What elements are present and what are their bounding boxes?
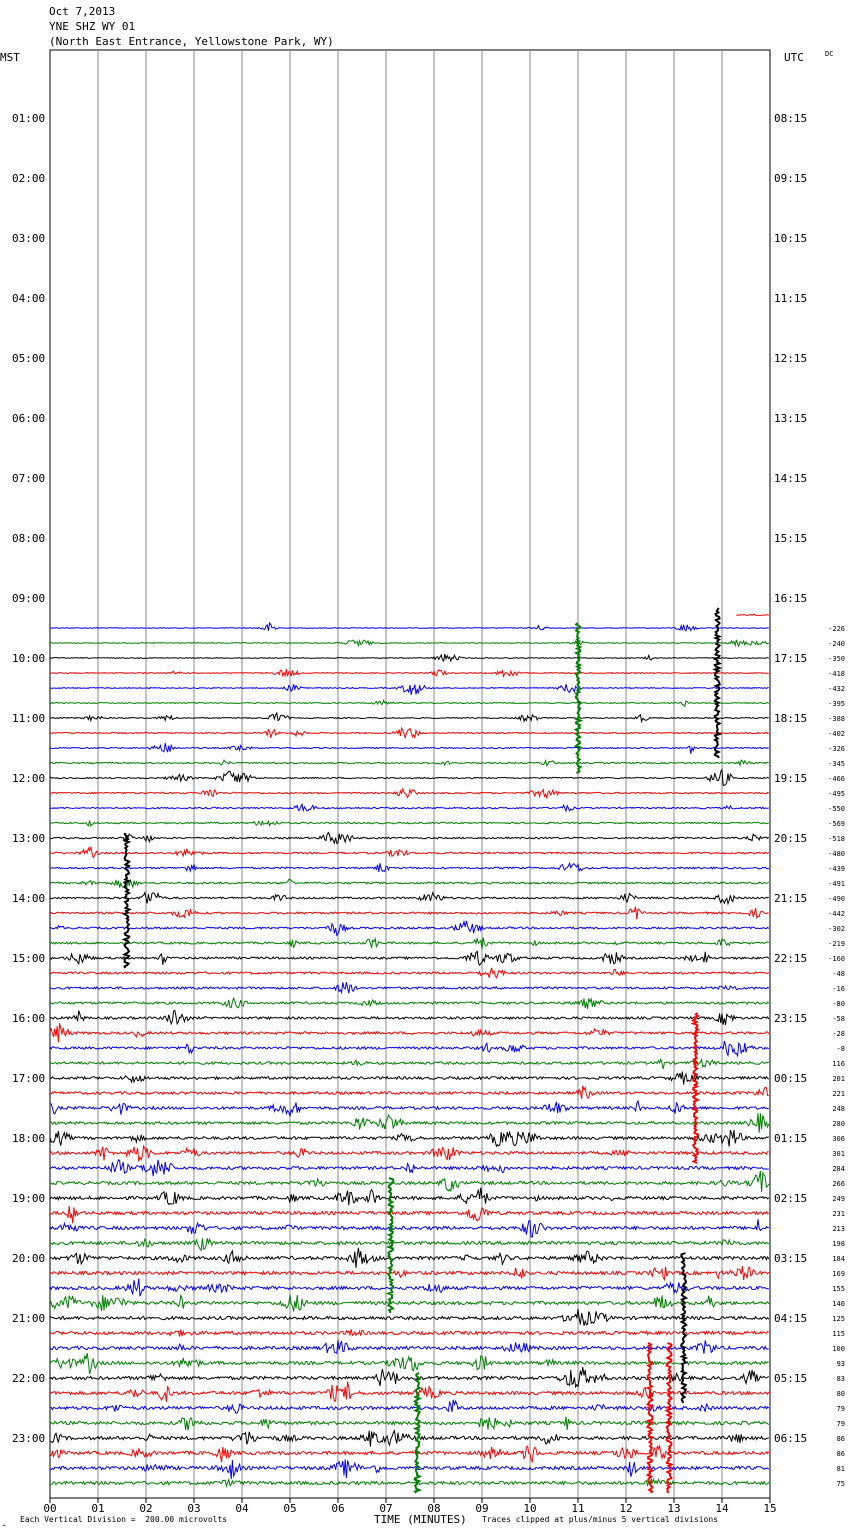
utc-hour-label: 14:15 — [774, 472, 808, 485]
seismic-trace — [50, 1400, 769, 1414]
x-tick-label: 02 — [139, 1502, 153, 1515]
event-spike — [388, 1178, 393, 1313]
seismic-trace — [50, 998, 769, 1009]
dc-offset-label: 184 — [832, 1255, 845, 1263]
utc-hour-label: 17:15 — [774, 652, 808, 665]
dc-offset-label: -302 — [828, 925, 845, 933]
seismic-trace — [50, 1278, 769, 1296]
dc-offset-label: 79 — [836, 1420, 845, 1428]
x-tick-label: 15 — [763, 1502, 777, 1515]
seismic-trace — [50, 1113, 769, 1133]
mst-hour-label: 10:00 — [12, 652, 46, 665]
x-tick-label: 03 — [187, 1502, 201, 1515]
utc-hour-label: 13:15 — [774, 412, 808, 425]
dc-offset-label: 75 — [836, 1480, 845, 1488]
mst-hour-label: 12:00 — [12, 772, 46, 785]
x-tick-label: 14 — [715, 1502, 729, 1515]
utc-hour-label: 23:15 — [774, 1012, 808, 1025]
seismic-trace — [50, 1206, 769, 1223]
utc-hour-label: 08:15 — [774, 112, 808, 125]
seismic-trace — [50, 833, 769, 844]
dc-offset-label: 248 — [832, 1105, 845, 1113]
dc-offset-label: -219 — [828, 940, 845, 948]
plot-frame — [50, 50, 770, 1498]
dc-offset-label: -418 — [828, 670, 845, 678]
x-axis-label: TIME (MINUTES) — [374, 1513, 467, 1526]
mst-hour-label: 06:00 — [12, 412, 46, 425]
seismic-trace — [50, 1219, 769, 1237]
dc-offset-label: 301 — [832, 1150, 845, 1158]
dc-offset-label: -8 — [836, 1045, 845, 1053]
dc-offset-label: 231 — [832, 1210, 845, 1218]
dc-offset-label: 155 — [832, 1285, 845, 1293]
utc-hour-label: 21:15 — [774, 892, 808, 905]
mst-hour-label: 22:00 — [12, 1372, 46, 1385]
dc-offset-label: -345 — [828, 760, 845, 768]
dc-offset-label: -350 — [828, 655, 845, 663]
dc-offset-label: -58 — [832, 1015, 845, 1023]
x-tick-label: 08 — [427, 1502, 441, 1515]
seismic-trace — [50, 1130, 769, 1147]
seismic-trace — [50, 1431, 769, 1447]
seismic-trace — [50, 863, 769, 872]
seismic-trace — [50, 1059, 769, 1069]
mst-hour-label: 23:00 — [12, 1432, 46, 1445]
seismic-trace — [50, 804, 769, 811]
seismic-trace — [50, 1309, 769, 1326]
mst-hour-label: 20:00 — [12, 1252, 46, 1265]
seismic-trace — [50, 623, 769, 631]
dc-offset-label: 198 — [832, 1240, 845, 1248]
dc-offset-label: -395 — [828, 700, 845, 708]
seismic-trace — [50, 938, 769, 950]
mst-hour-label: 21:00 — [12, 1312, 46, 1325]
seismic-trace — [50, 879, 769, 887]
dc-offset-label: -240 — [828, 640, 845, 648]
dc-offset-label: -569 — [828, 820, 845, 828]
mst-hour-label: 17:00 — [12, 1072, 46, 1085]
dc-offset-label: -480 — [828, 850, 845, 858]
corner-mark: → — [2, 1522, 6, 1529]
x-tick-label: 01 — [91, 1502, 105, 1515]
dc-offset-label: -402 — [828, 730, 845, 738]
seismic-trace — [50, 770, 769, 786]
seismic-trace — [50, 713, 769, 721]
dc-offset-label: 201 — [832, 1075, 845, 1083]
dc-offset-label: -80 — [832, 1000, 845, 1008]
seismic-trace — [50, 1086, 769, 1099]
seismic-trace — [50, 1146, 769, 1161]
mst-hour-label: 09:00 — [12, 592, 46, 605]
seismic-trace — [50, 760, 769, 766]
mst-hour-label: 11:00 — [12, 712, 46, 725]
mst-hour-label: 05:00 — [12, 352, 46, 365]
utc-hour-label: 20:15 — [774, 832, 808, 845]
x-tick-label: 11 — [571, 1502, 585, 1515]
event-group — [124, 608, 719, 1493]
seismic-trace — [50, 1329, 769, 1336]
seismic-trace — [50, 1382, 769, 1402]
mst-hour-label: 02:00 — [12, 172, 46, 185]
utc-hour-label: 02:15 — [774, 1192, 808, 1205]
mst-hour-label: 14:00 — [12, 892, 46, 905]
dc-offset-label: -16 — [832, 985, 845, 993]
dc-offset-label: -226 — [828, 625, 845, 633]
dc-offset-label: 284 — [832, 1165, 845, 1173]
seismic-trace — [50, 1238, 769, 1250]
event-spike — [681, 1253, 686, 1403]
seismic-trace — [50, 1446, 769, 1462]
dc-offset-label: -160 — [828, 955, 845, 963]
dc-offset-label: -432 — [828, 685, 845, 693]
dc-offset-label: 249 — [832, 1195, 845, 1203]
mst-hour-label: 18:00 — [12, 1132, 46, 1145]
dc-offset-label: 306 — [832, 1135, 845, 1143]
seismic-trace — [50, 921, 769, 936]
plot-date: Oct 7,2013 — [49, 5, 116, 18]
utc-hour-label: 09:15 — [774, 172, 808, 185]
seismic-trace — [50, 669, 769, 676]
utc-hour-label: 10:15 — [774, 232, 808, 245]
utc-hour-label: 19:15 — [774, 772, 808, 785]
seismic-trace — [50, 728, 769, 738]
seismic-trace — [50, 743, 769, 754]
dc-offset-label: -466 — [828, 775, 845, 783]
seismic-trace — [50, 1101, 769, 1116]
mst-hour-label: 13:00 — [12, 832, 46, 845]
mst-hour-label: 16:00 — [12, 1012, 46, 1025]
mst-hour-label: 19:00 — [12, 1192, 46, 1205]
seismic-trace — [50, 951, 769, 965]
utc-hour-label: 01:15 — [774, 1132, 808, 1145]
x-tick-label: 05 — [283, 1502, 297, 1515]
mst-zone-label: MST — [0, 51, 20, 64]
dc-offset-label: 100 — [832, 1345, 845, 1353]
dc-offset-label: 81 — [836, 1465, 845, 1473]
dc-offset-label: 83 — [836, 1375, 845, 1383]
dc-offset-label: 93 — [836, 1360, 845, 1368]
utc-hour-label: 11:15 — [774, 292, 808, 305]
dc-offset-label: -28 — [832, 1030, 845, 1038]
x-tick-label: 04 — [235, 1502, 249, 1515]
utc-hour-label: 18:15 — [774, 712, 808, 725]
utc-hour-label: 16:15 — [774, 592, 808, 605]
seismic-trace — [50, 1171, 769, 1192]
x-tick-label: 10 — [523, 1502, 537, 1515]
utc-zone-label: UTC — [784, 51, 804, 64]
dc-offset-label: -550 — [828, 805, 845, 813]
seismic-trace — [50, 1266, 769, 1280]
seismic-trace — [50, 821, 769, 827]
mst-hour-label: 01:00 — [12, 112, 46, 125]
x-tick-label: 00 — [43, 1502, 57, 1515]
dc-offset-label: -388 — [828, 715, 845, 723]
seismic-trace — [50, 1459, 769, 1479]
seismic-trace — [50, 789, 769, 798]
x-tick-label: 13 — [667, 1502, 681, 1515]
mst-hour-label: 04:00 — [12, 292, 46, 305]
x-tick-label: 06 — [331, 1502, 345, 1515]
dc-label: DC — [825, 50, 834, 58]
dc-offset-label: 221 — [832, 1090, 845, 1098]
x-tick-label: 09 — [475, 1502, 489, 1515]
x-tick-label: 07 — [379, 1502, 393, 1515]
seismic-trace — [50, 1340, 769, 1354]
dc-offset-label: -491 — [828, 880, 845, 888]
mst-hour-label: 07:00 — [12, 472, 46, 485]
seismic-trace — [50, 893, 769, 904]
dc-offset-label: 266 — [832, 1180, 845, 1188]
seismic-trace — [50, 968, 769, 978]
dc-offset-label: 213 — [832, 1225, 845, 1233]
dc-offset-label: 86 — [836, 1450, 845, 1458]
utc-hour-label: 12:15 — [774, 352, 808, 365]
seismic-trace — [50, 1041, 769, 1056]
x-tick-label: 12 — [619, 1502, 633, 1515]
plot-grid — [50, 50, 770, 1503]
dc-offset-label: 169 — [832, 1270, 845, 1278]
dc-offset-label: -439 — [828, 865, 845, 873]
utc-hour-label: 06:15 — [774, 1432, 808, 1445]
seismic-trace — [50, 654, 769, 661]
partial-trace — [736, 614, 768, 615]
dc-offset-label: 125 — [832, 1315, 845, 1323]
event-spike — [715, 608, 720, 758]
seismic-trace — [50, 1353, 769, 1374]
event-spike — [648, 1343, 653, 1493]
seismic-trace — [50, 982, 769, 993]
dc-offset-label: -490 — [828, 895, 845, 903]
utc-hour-label: 05:15 — [774, 1372, 808, 1385]
dc-offset-label: 116 — [832, 1060, 845, 1068]
dc-offset-label: -48 — [832, 970, 845, 978]
dc-offset-label: -442 — [828, 910, 845, 918]
seismic-trace — [50, 847, 769, 857]
utc-hour-label: 03:15 — [774, 1252, 808, 1265]
seismic-trace — [50, 640, 769, 646]
seismic-trace — [50, 1011, 769, 1026]
dc-offset-label: 86 — [836, 1435, 845, 1443]
dc-offset-label: -518 — [828, 835, 845, 843]
mst-hour-label: 15:00 — [12, 952, 46, 965]
seismic-trace — [50, 1023, 769, 1042]
station-location: (North East Entrance, Yellowstone Park, WY) — [49, 35, 334, 48]
trace-group — [50, 614, 769, 1486]
dc-offset-label: 280 — [832, 1120, 845, 1128]
dc-offset-label: 140 — [832, 1300, 845, 1308]
seismic-trace — [50, 907, 769, 920]
dc-offset-label: -495 — [828, 790, 845, 798]
utc-hour-label: 04:15 — [774, 1312, 808, 1325]
seismic-trace — [50, 684, 769, 695]
dc-offset-label: 79 — [836, 1405, 845, 1413]
seismic-trace — [50, 1160, 769, 1177]
utc-hour-label: 00:15 — [774, 1072, 808, 1085]
station-code: YNE SHZ WY 01 — [49, 20, 136, 33]
seismic-trace — [50, 700, 769, 706]
seismic-trace — [50, 1072, 769, 1085]
seismic-trace — [50, 1248, 769, 1268]
seismic-trace — [50, 1188, 769, 1206]
utc-hour-label: 15:15 — [774, 532, 808, 545]
scale-note: Each Vertical Division = 200.00 microvolts — [20, 1515, 228, 1524]
clip-note: Traces clipped at plus/minus 5 vertical divisions — [482, 1515, 719, 1524]
seismic-trace — [50, 1295, 769, 1312]
mst-hour-label: 03:00 — [12, 232, 46, 245]
event-spike — [667, 1343, 672, 1493]
mst-hour-label: 08:00 — [12, 532, 46, 545]
seismic-trace — [50, 1367, 769, 1387]
dc-offset-label: -326 — [828, 745, 845, 753]
dc-offset-label: 80 — [836, 1390, 845, 1398]
utc-hour-label: 22:15 — [774, 952, 808, 965]
seismic-trace — [50, 1417, 769, 1431]
dc-offset-label: 115 — [832, 1330, 845, 1338]
seismic-trace — [50, 1479, 769, 1486]
